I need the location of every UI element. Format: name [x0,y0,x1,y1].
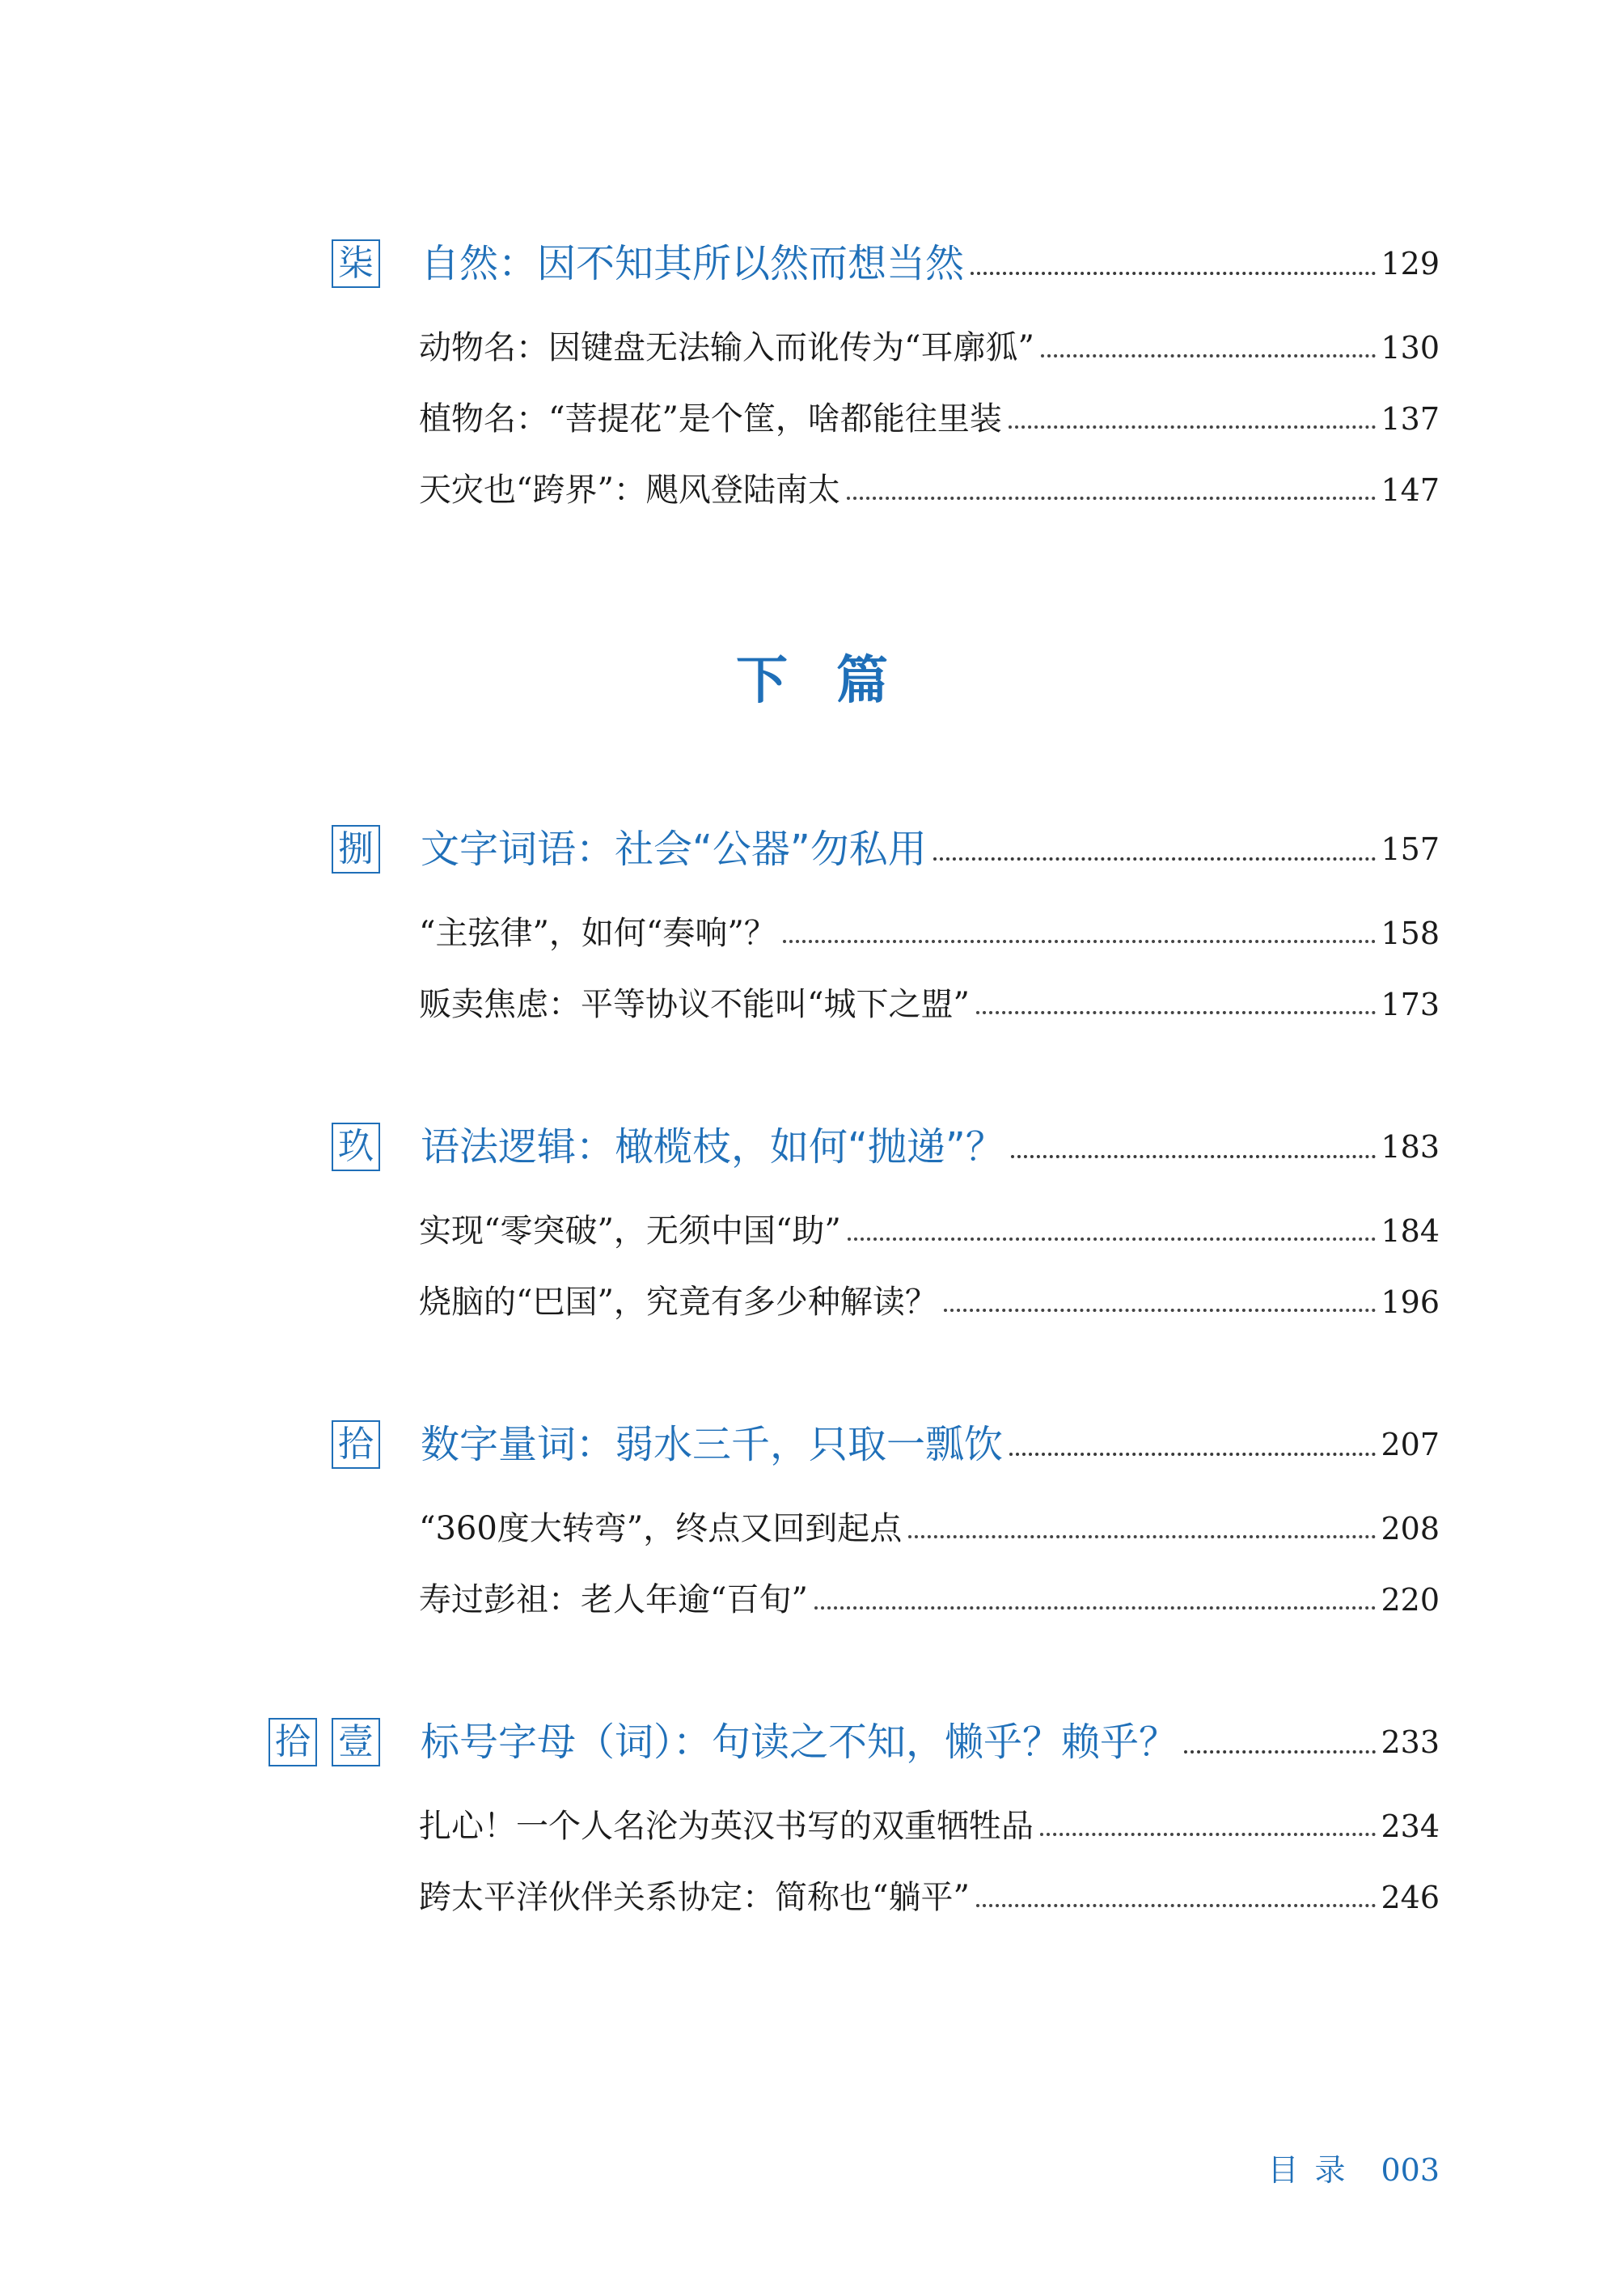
entry-title: 实现“零突破”，无须中国“助” [419,1212,841,1250]
dot-leader [814,1606,1377,1610]
page-number: 246 [1381,1880,1440,1915]
page-number: 184 [1381,1213,1440,1249]
dot-leader [1011,1155,1377,1158]
part-title: 下篇 [736,651,937,711]
toc-section-11-heading[interactable] [421,1715,1440,1770]
dot-leader [848,1237,1377,1241]
section-title: 标号字母（词）：句读之不知，懒乎？赖乎？ [421,1720,1178,1765]
page-number: 183 [1381,1129,1440,1165]
dot-leader [908,1535,1376,1538]
dot-leader [1009,1453,1376,1456]
page-number: 233 [1381,1724,1440,1760]
footer-label: 目录 [1267,2152,1362,2188]
dot-leader [933,857,1377,861]
toc-entry[interactable] [419,907,1440,959]
page-number: 207 [1381,1427,1440,1462]
section-title: 语法逻辑：橄榄枝，如何“抛递”？ [421,1124,1004,1170]
section-title: 文字词语：社会“公器”勿私用 [421,827,927,872]
toc-entry[interactable] [419,1276,1440,1328]
entry-title: 贩卖焦虑：平等协议不能叫“城下之盟” [419,986,970,1023]
section-title: 自然：因不知其所以然而想当然 [421,241,965,286]
entry-title: 跨太平洋伙伴关系协定：简称也“躺平” [419,1879,970,1916]
dot-leader [847,497,1377,500]
toc-entry[interactable] [419,979,1440,1030]
page-number: 220 [1381,1582,1440,1618]
entry-title: 天灾也“跨界”：飓风登陆南太 [419,472,840,509]
dot-leader [783,940,1377,943]
toc-entry[interactable] [419,393,1440,445]
toc-section-9-heading[interactable] [421,1119,1440,1174]
page-number: 129 [1381,246,1440,281]
toc-section-7-heading[interactable] [421,236,1440,291]
chapter-number-badge: 拾 [332,1420,380,1469]
page-number: 157 [1381,831,1440,867]
toc-entry[interactable] [419,1574,1440,1626]
dot-leader [1040,1833,1376,1836]
toc-entry[interactable] [419,1503,1440,1555]
entry-title: 动物名：因键盘无法输入而讹传为“耳廓狐” [419,329,1034,366]
page-number: 147 [1381,472,1440,508]
footer-page-number: 003 [1381,2152,1440,2188]
section-title: 数字量词：弱水三千，只取一瓢饮 [421,1422,1004,1467]
toc-entry[interactable] [419,1205,1440,1257]
page-number: 173 [1381,987,1440,1022]
page-number: 130 [1381,330,1440,366]
dot-leader [1041,354,1377,357]
dot-leader [1184,1750,1376,1754]
page-number: 158 [1381,916,1440,951]
page-number: 196 [1381,1284,1440,1320]
dot-leader [1009,425,1377,429]
chapter-number-badge: 拾 [269,1718,317,1766]
dot-leader [976,1011,1377,1014]
page-footer [1267,2145,1440,2189]
dot-leader [971,272,1376,275]
dot-leader [976,1904,1377,1907]
toc-entry[interactable] [419,464,1440,516]
toc-entry[interactable] [419,1800,1440,1852]
dot-leader [944,1309,1377,1312]
entry-title: “主弦律”，如何“奏响”？ [419,915,776,952]
chapter-number-badge: 玖 [332,1123,380,1171]
toc-section-10-heading[interactable] [421,1417,1440,1472]
chapter-number-badge: 捌 [332,825,380,874]
entry-title: 寿过彭祖：老人年逾“百旬” [419,1581,808,1618]
toc-entry[interactable] [419,1872,1440,1923]
chapter-number-badge: 柒 [332,239,380,288]
toc-entry[interactable] [419,322,1440,374]
page-number: 137 [1381,401,1440,437]
entry-title: “360度大转弯”，终点又回到起点 [419,1510,903,1547]
entry-title: 烧脑的“巴国”，究竟有多少种解读？ [419,1284,937,1321]
page-number: 208 [1381,1511,1440,1546]
chapter-number-badge: 壹 [332,1718,380,1766]
page-number: 234 [1381,1809,1440,1844]
toc-section-8-heading[interactable] [421,822,1440,877]
entry-title: 扎心！一个人名沦为英汉书写的双重牺牲品 [419,1808,1034,1845]
entry-title: 植物名：“菩提花”是个筐，啥都能往里装 [419,400,1002,438]
